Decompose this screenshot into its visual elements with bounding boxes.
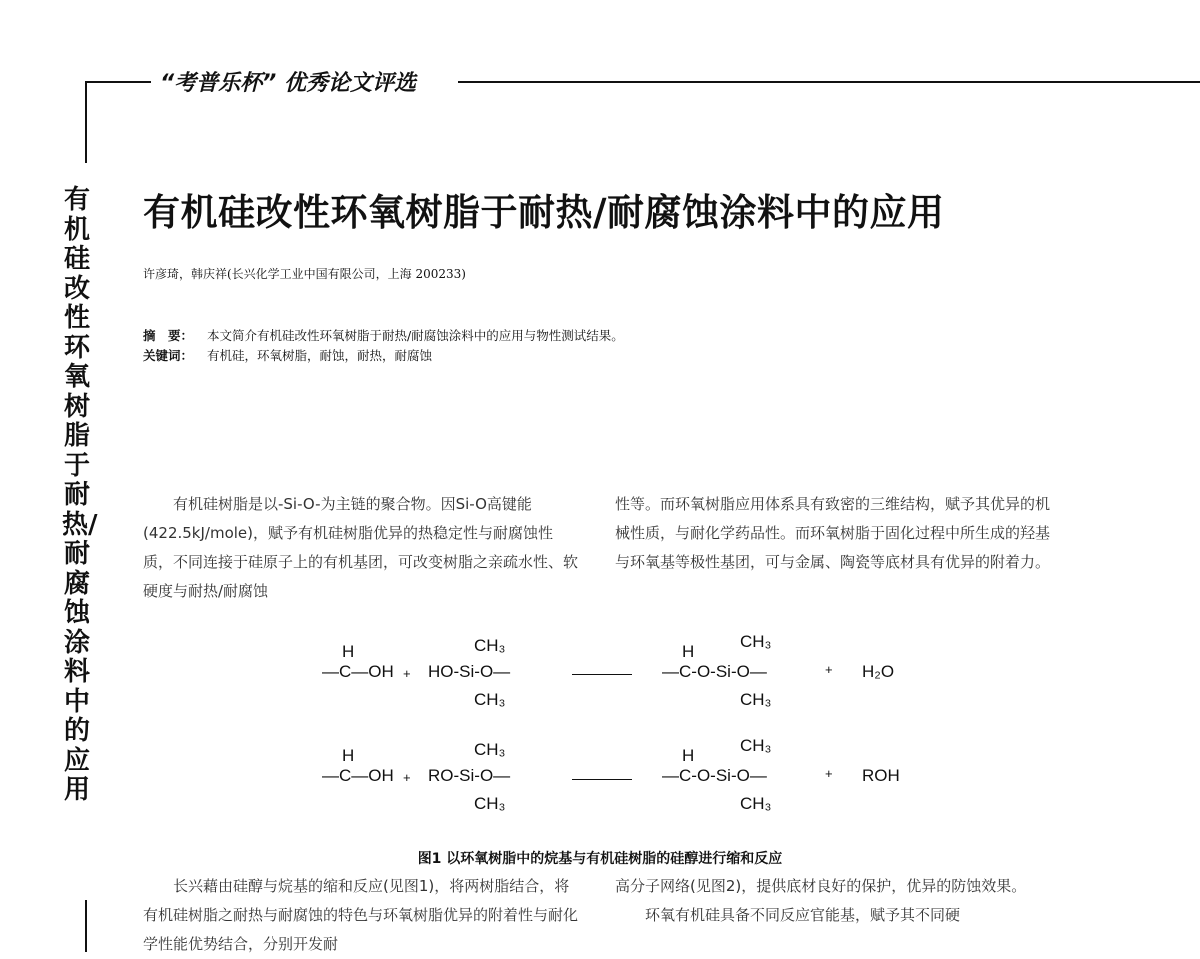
chem-reactant: —C—OH <box>322 766 394 785</box>
chem-ch3: CH₃ <box>474 794 506 813</box>
chem-byproduct: H₂O <box>862 662 895 681</box>
body-left-2 <box>143 872 581 959</box>
header-rule <box>458 81 1200 83</box>
chem-ch3: CH₃ <box>474 636 506 655</box>
paragraph: 性等。而环氧树脂应用体系具有致密的三维结构，赋予其优异的机械性质，与耐化学药品性。而环氧树脂于固化过程中所生成的羟基与环氧基等极性基团，可与金属、陶瓷等底材具有优异的附着力。 <box>615 495 1051 571</box>
chem-byproduct: ROH <box>862 766 900 785</box>
chem-ch3: CH₃ <box>740 690 772 709</box>
chem-reagent: HO-Si-O— <box>428 662 511 681</box>
chem-plus: + <box>825 662 833 677</box>
abstract <box>143 326 624 344</box>
chem-ch3: CH₃ <box>474 740 506 759</box>
chem-h: H <box>682 642 695 661</box>
chem-product: —C-O-Si-O— <box>662 662 767 681</box>
header-rule-left <box>85 81 151 83</box>
reaction-arrow <box>572 674 632 675</box>
chem-ch3: CH₃ <box>740 794 772 813</box>
margin-rule-bottom <box>85 900 87 952</box>
paragraph: 高分子网络(见图2)，提供底材良好的保护，优异的防蚀效果。 <box>615 877 1027 895</box>
chem-plus: + <box>403 666 411 681</box>
figure-caption: 图1 以环氧树脂中的烷基与有机硅树脂的硅醇进行缩和反应 <box>417 851 783 867</box>
abstract-label: 摘 要： <box>143 328 194 343</box>
chem-plus: + <box>825 766 833 781</box>
keywords <box>143 346 432 364</box>
authors: 许彦琦，韩庆祥(长兴化学工业中国有限公司，上海 200233) <box>143 267 466 281</box>
chem-ch3: CH₃ <box>740 632 772 651</box>
paragraph: 长兴藉由硅醇与烷基的缩和反应(见图1)，将两树脂结合，将有机硅树脂之耐热与耐腐蚀的特色与环氧树脂优异的附着性与耐化学性能优势结合，分别开发耐 <box>143 877 579 953</box>
paragraph: 有机硅树脂是以-Si-O-为主链的聚合物。因Si-O高键能(422.5kJ/mole)，赋予有机硅树脂优异的热稳定性与耐腐蚀性质，不同连接于硅原子上的有机基团，可改变树脂之亲疏水性、软硬度与耐热/耐腐蚀 <box>143 495 579 600</box>
chem-product: —C-O-Si-O— <box>662 766 767 785</box>
abstract-text: 本文简介有机硅改性环氧树脂于耐热/耐腐蚀涂料中的应用与物性测试结果。 <box>207 328 624 343</box>
chem-h: H <box>342 746 355 765</box>
vertical-title: 有机硅改性环氧树脂于耐热/耐腐蚀涂料中的应用 <box>62 185 98 805</box>
chem-ch3: CH₃ <box>474 690 506 709</box>
keywords-label: 关键词： <box>143 348 194 363</box>
keywords-text: 有机硅，环氧树脂，耐蚀，耐热，耐腐蚀 <box>207 348 433 363</box>
chem-h: H <box>342 642 355 661</box>
chem-reactant: —C—OH <box>322 662 394 681</box>
paragraph: 环氧有机硅具备不同反应官能基，赋予其不同硬 <box>645 906 961 924</box>
body-left-1 <box>143 490 581 606</box>
body-right-1 <box>615 490 1055 577</box>
series-header: “考普乐杯” 优秀论文评选 <box>160 71 416 96</box>
paper-title: 有机硅改性环氧树脂于耐热/耐腐蚀涂料中的应用 <box>143 191 945 234</box>
body-right-2 <box>615 872 1055 930</box>
chem-ch3: CH₃ <box>740 736 772 755</box>
reaction-arrow <box>572 779 632 780</box>
chem-h: H <box>682 746 695 765</box>
margin-rule <box>85 81 87 163</box>
chem-reagent: RO-Si-O— <box>428 766 511 785</box>
chem-plus: + <box>403 770 411 785</box>
